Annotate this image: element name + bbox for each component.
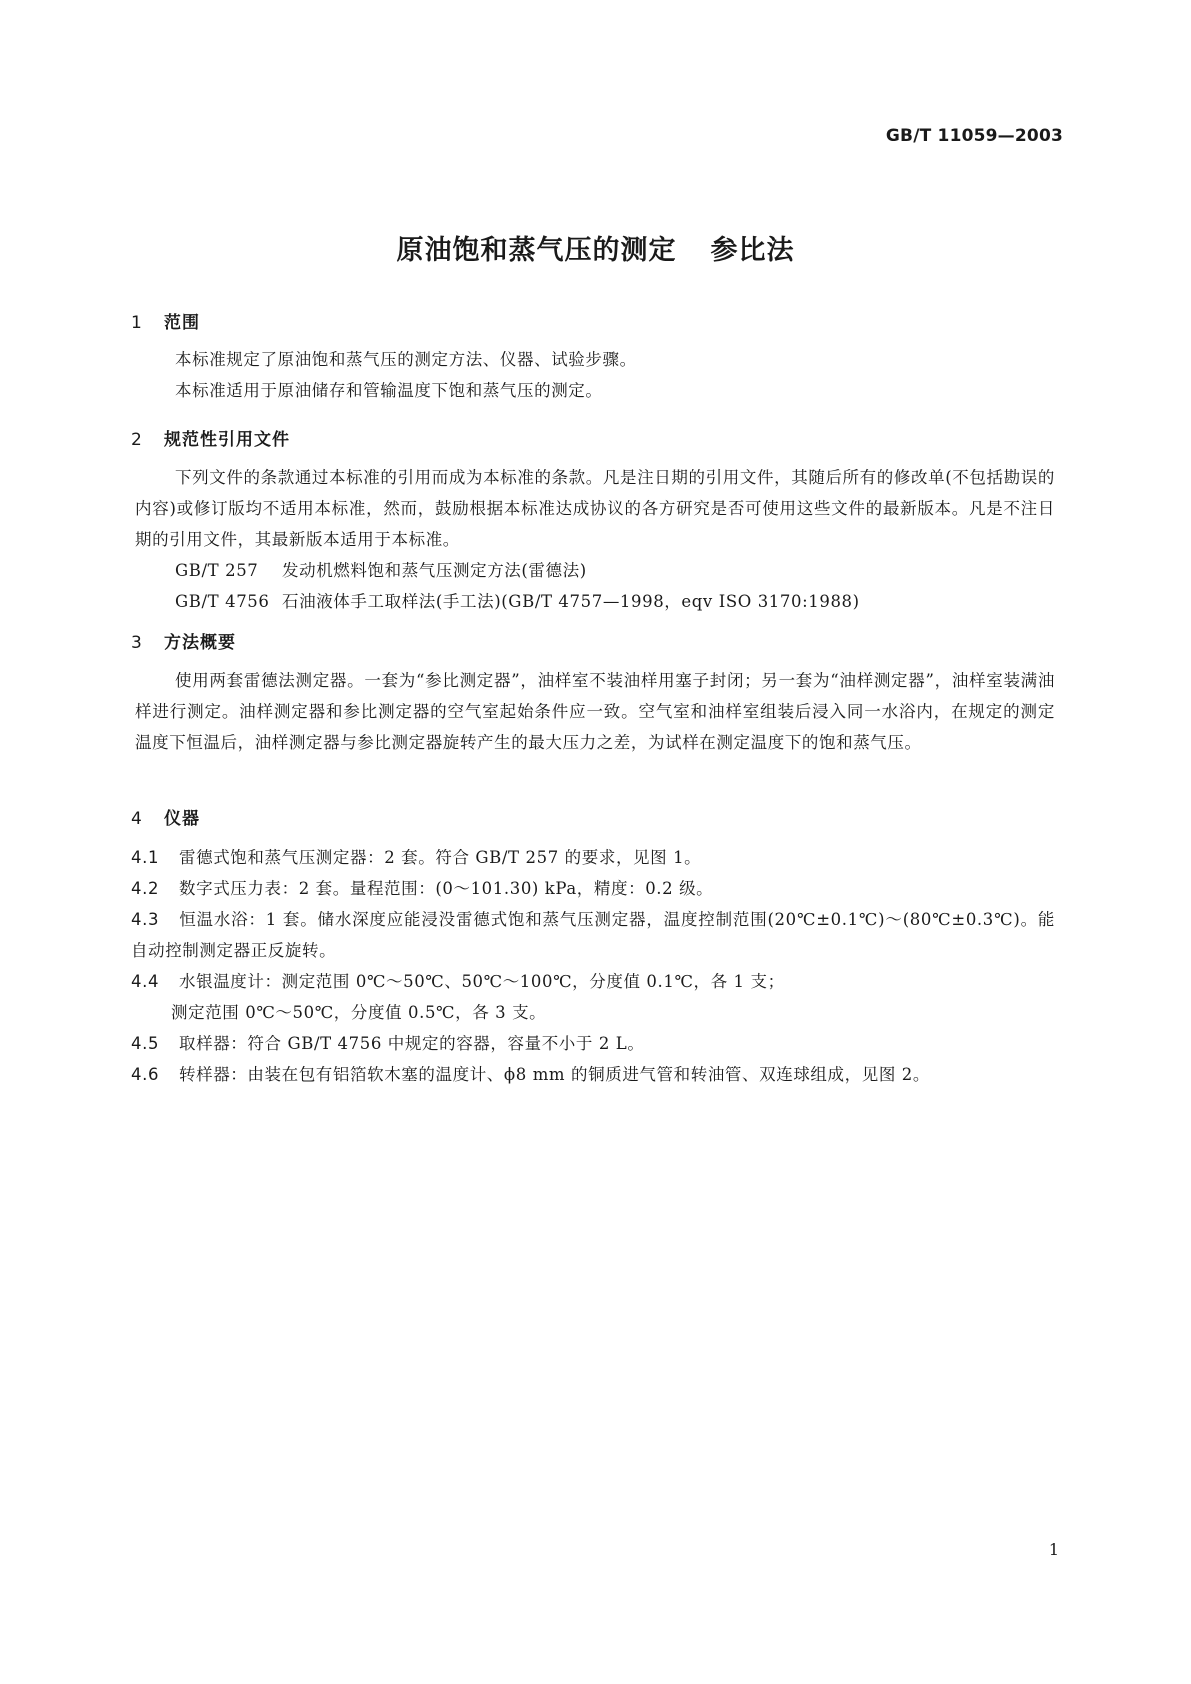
page-number: 1 [1048, 1540, 1059, 1559]
reference-title: 发动机燃料饱和蒸气压测定方法(雷德法) [282, 561, 587, 580]
section-title: 方法概要 [164, 633, 236, 653]
title-main: 原油饱和蒸气压的测定 [396, 235, 677, 266]
section-title: 范围 [164, 313, 200, 333]
title-sub: 参比法 [710, 235, 795, 266]
item-continuation: 测定范围 0℃～50℃，分度值 0.5℃，各 3 支。 [171, 1003, 547, 1022]
paragraph: 本标准适用于原油储存和管输温度下饱和蒸气压的测定。 [175, 381, 603, 400]
apparatus-item [131, 842, 1055, 873]
item-number: 4.3 [131, 910, 160, 929]
item-number: 4.4 [131, 972, 160, 991]
item-number: 4.1 [131, 848, 160, 867]
item-text: 数字式压力表：2 套。量程范围：(0～101.30) kPa，精度：0.2 级。 [179, 879, 714, 898]
section-title: 仪器 [164, 809, 200, 829]
reference-item [135, 586, 1055, 617]
section-body-scope [135, 344, 1055, 406]
section-number: 4 [131, 809, 143, 829]
section-number: 1 [131, 313, 143, 333]
section-heading-apparatus [131, 804, 200, 829]
paragraph: 下列文件的条款通过本标准的引用而成为本标准的条款。凡是注日期的引用文件，其随后所有的修改单(不包括勘误的内容)或修订版均不适用本标准，然而，鼓励根据本标准达成协议的各方研究是否可使用这些文件的最新版本。凡是不注日期的引用文件，其最新版本适用于本标准。 [135, 468, 1055, 549]
section-body-normative-references [135, 462, 1055, 617]
item-text: 转样器：由装在包有铝箔软木塞的温度计、ϕ8 mm 的铜质进气管和转油管、双连球组成，见图 2。 [179, 1065, 930, 1084]
reference-title: 石油液体手工取样法(手工法)(GB/T 4757—1998，eqv ISO 3170:1988) [282, 592, 860, 611]
apparatus-item [131, 1059, 1055, 1090]
section-title: 规范性引用文件 [164, 430, 290, 450]
item-text: 恒温水浴：1 套。储水深度应能浸没雷德式饱和蒸气压测定器，温度控制范围(20℃±0.1℃)～(80℃±0.3℃)。能自动控制测定器正反旋转。 [131, 910, 1055, 960]
apparatus-item [131, 904, 1055, 966]
apparatus-item [131, 873, 1055, 904]
item-text: 雷德式饱和蒸气压测定器：2 套。符合 GB/T 257 的要求，见图 1。 [179, 848, 702, 867]
item-text: 取样器：符合 GB/T 4756 中规定的容器，容量不小于 2 L。 [179, 1034, 645, 1053]
apparatus-item [131, 966, 1055, 1028]
item-number: 4.5 [131, 1034, 160, 1053]
document-title [0, 228, 1191, 267]
standard-code: GB/T 11059—2003 [885, 126, 1063, 146]
section-heading-normative-references [131, 425, 290, 450]
item-text: 水银温度计：测定范围 0℃～50℃、50℃～100℃，分度值 0.1℃，各 1 支； [179, 972, 785, 991]
section-number: 2 [131, 430, 143, 450]
item-number: 4.2 [131, 879, 160, 898]
item-number: 4.6 [131, 1065, 160, 1084]
paragraph: 本标准规定了原油饱和蒸气压的测定方法、仪器、试验步骤。 [175, 350, 637, 369]
section-heading-method-summary [131, 628, 236, 653]
reference-item [135, 555, 1055, 586]
section-body-method-summary [135, 665, 1055, 758]
apparatus-item [131, 1028, 1055, 1059]
paragraph: 使用两套雷德法测定器。一套为“参比测定器”，油样室不装油样用塞子封闭；另一套为“油样测定器”，油样室装满油样进行测定。油样测定器和参比测定器的空气室起始条件应一致。空气室和油样室组装后浸入同一水浴内，在规定的测定温度下恒温后，油样测定器与参比测定器旋转产生的最大压力之差，为试样在测定温度下的饱和蒸气压。 [135, 671, 1055, 752]
section-heading-scope [131, 308, 200, 333]
section-number: 3 [131, 633, 143, 653]
reference-code: GB/T 257 [175, 561, 259, 580]
reference-code: GB/T 4756 [175, 592, 270, 611]
